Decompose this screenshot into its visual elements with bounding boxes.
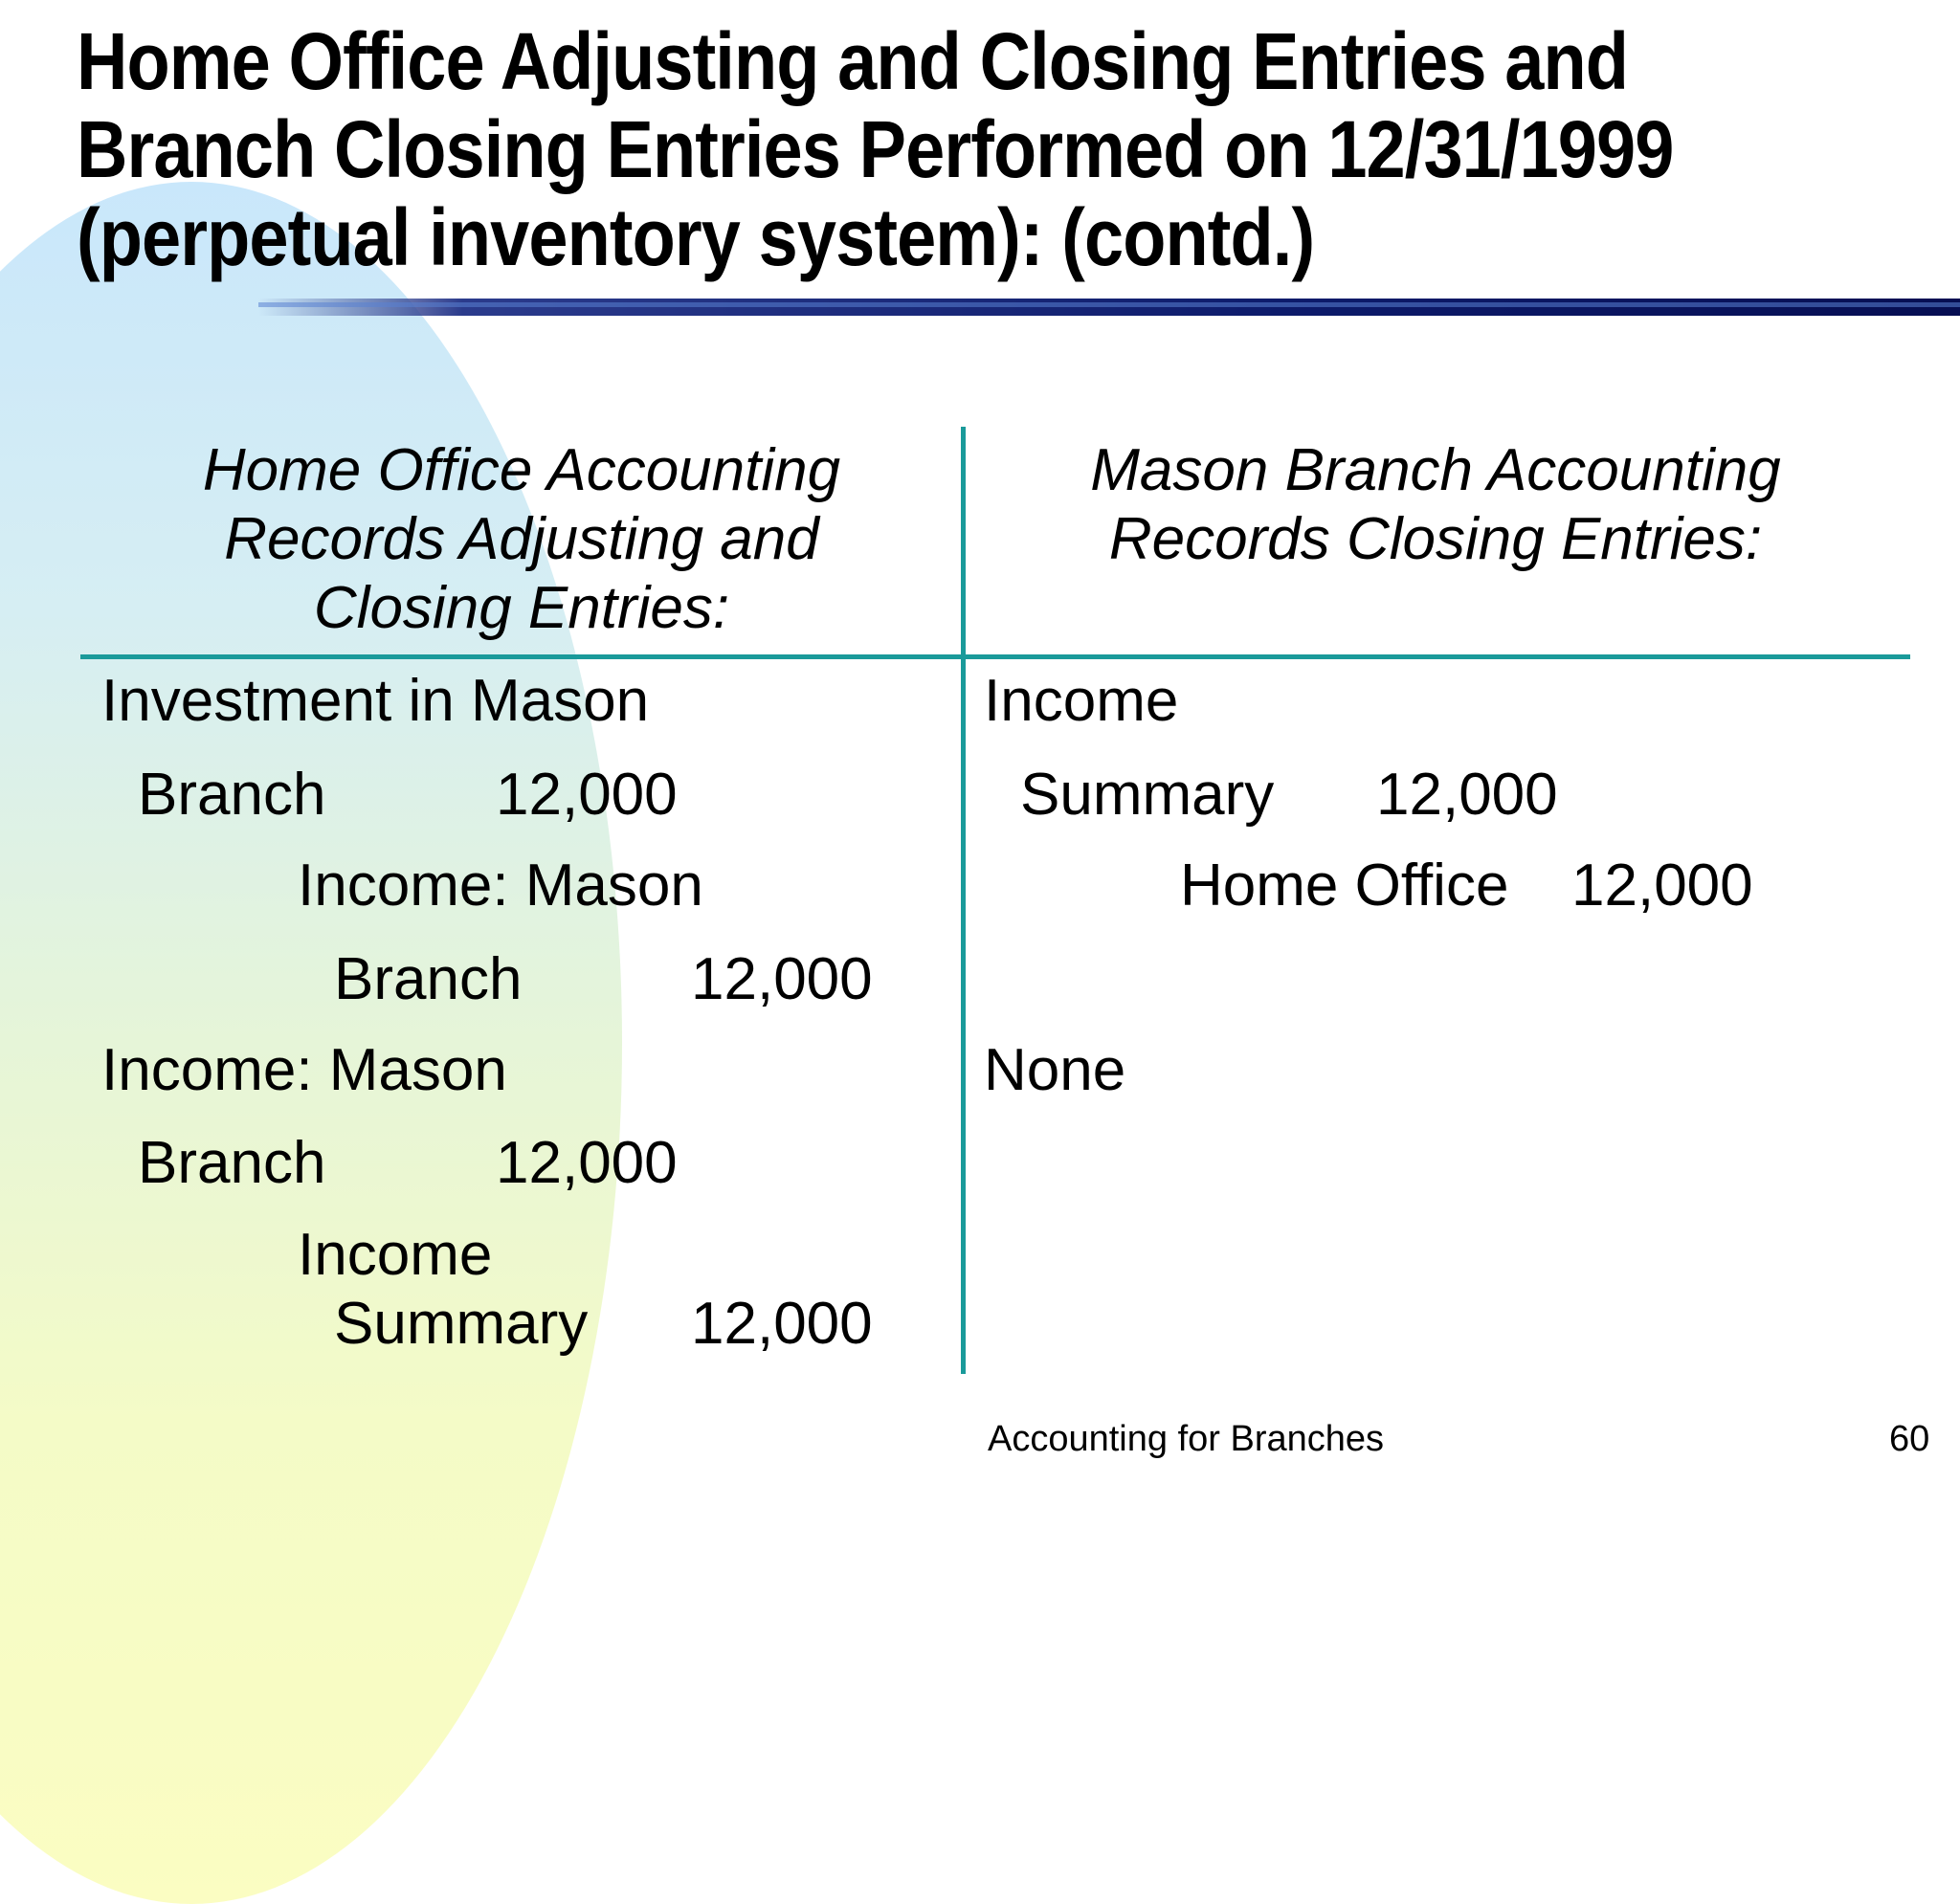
branch-column-header: Mason Branch Accounting Records Closing Entries: [1090, 437, 1781, 572]
home-office-column-header: Home Office Accounting Records Adjusting and Closing Entries: [202, 437, 841, 641]
home-office-entry-1-debit-amount: 12,000 [496, 762, 678, 828]
slide-title-line-3: (perpetual inventory system): (contd.) [77, 192, 1315, 282]
branch-entry-1-debit-account-line-1: Income [984, 668, 1179, 734]
branch-entry-2-none: None [984, 1037, 1126, 1103]
title-underline-bar [258, 299, 1960, 316]
slide-page-number: 60 [1889, 1419, 1930, 1459]
home-office-entry-1-debit-account-line-1: Investment in Mason [101, 668, 650, 734]
branch-entry-1-credit-account: Home Office [1180, 852, 1509, 919]
branch-entry-1-credit-amount: 12,000 [1571, 852, 1753, 919]
footer-course-title: Accounting for Branches [988, 1419, 1385, 1459]
t-account-vertical-divider [961, 427, 966, 1374]
home-office-entry-2-credit-amount: 12,000 [691, 1291, 873, 1357]
home-office-entry-1-credit-account-line-1: Income: Mason [298, 852, 703, 919]
slide-title-line-1: Home Office Adjusting and Closing Entries and [77, 16, 1629, 106]
branch-entry-1-debit-account-line-2: Summary [1020, 762, 1275, 828]
branch-entry-1-debit-amount: 12,000 [1376, 762, 1558, 828]
home-office-entry-1-credit-amount: 12,000 [691, 946, 873, 1012]
t-account-horizontal-divider [80, 654, 1910, 659]
slide-title-line-2: Branch Closing Entries Performed on 12/31/1999 [77, 104, 1674, 194]
home-office-entry-2-credit-account-line-2: Summary [334, 1291, 589, 1357]
home-office-entry-2-debit-amount: 12,000 [496, 1130, 678, 1196]
home-office-entry-1-debit-account-line-2: Branch [138, 762, 326, 828]
slide-title [77, 17, 1694, 281]
home-office-entry-2-debit-account-line-2: Branch [138, 1130, 326, 1196]
home-office-entry-1-credit-account-line-2: Branch [334, 946, 523, 1012]
home-office-entry-2-credit-account-line-1: Income [298, 1222, 493, 1288]
home-office-entry-2-debit-account-line-1: Income: Mason [101, 1037, 507, 1103]
